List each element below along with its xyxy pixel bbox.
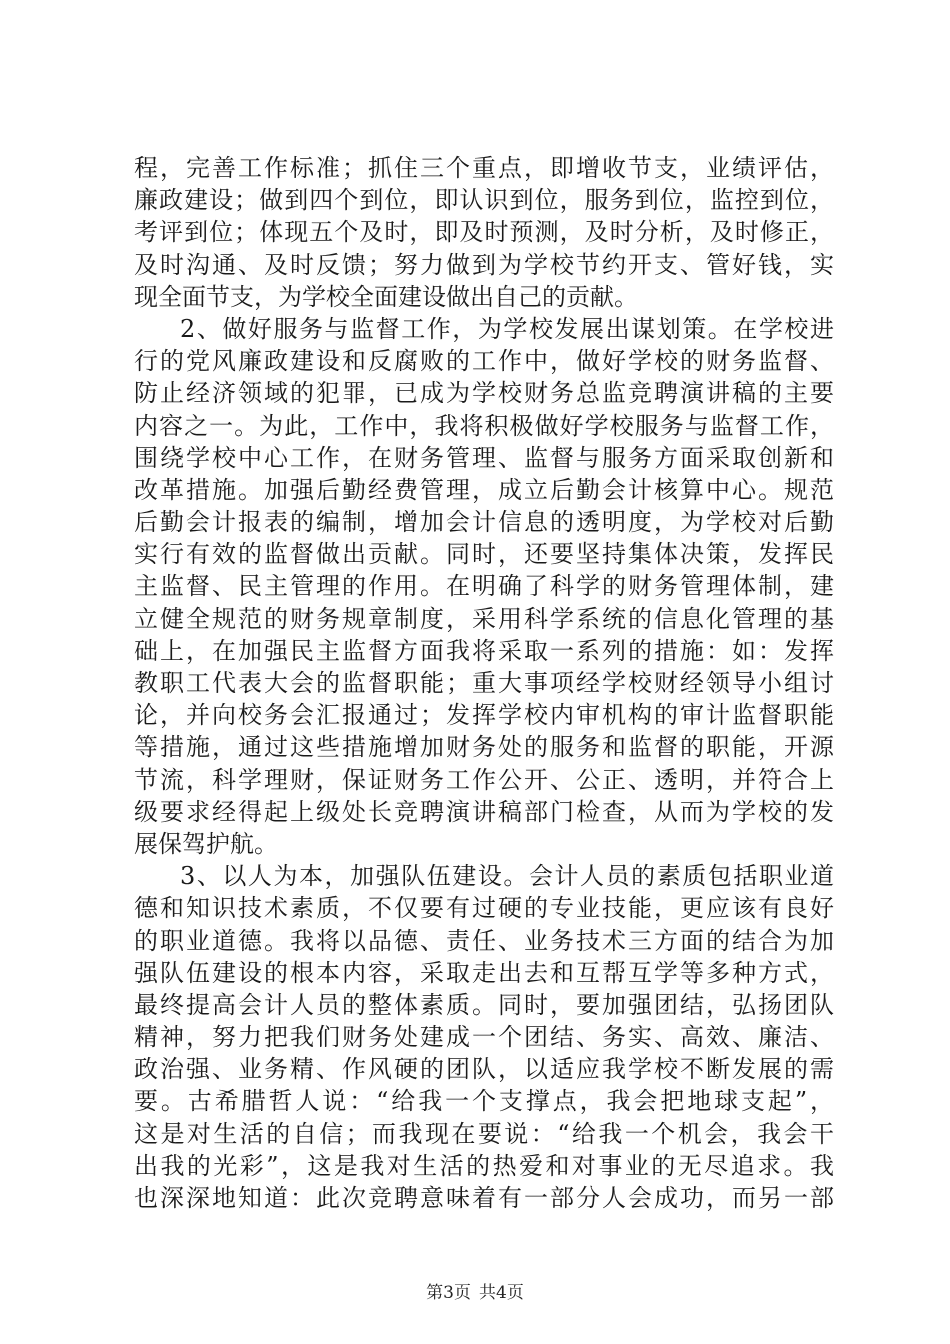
text-line: 教职工代表大会的监督职能；重大事项经学校财经领导小组讨 [134, 669, 834, 697]
text-line: 节流，科学理财，保证财务工作公开、公正、透明，并符合上 [134, 765, 834, 794]
text-line: 级要求经得起上级处长竞聘演讲稿部门检查，从而为学校的发 [134, 797, 834, 826]
text-line: 要。古希腊哲人说：“给我一个支撑点，我会把地球支起”， [134, 1087, 834, 1116]
text-line: 强队伍建设的根本内容，采取走出去和互帮互学等多种方式， [134, 958, 834, 987]
text-line: 展保驾护航。 [134, 829, 278, 858]
text-line: 立健全规范的财务规章制度，采用科学系统的信息化管理的基 [134, 604, 834, 633]
text-line: 础上，在加强民主监督方面我将采取一系列的措施：如：发挥 [134, 636, 834, 665]
text-line: 论，并向校务会汇报通过；发挥学校内审机构的审计监督职能 [134, 701, 834, 730]
page-footer [0, 1278, 950, 1303]
text-line: 廉政建设；做到四个到位，即认识到位，服务到位，监控到位， [134, 186, 834, 215]
text-line: 围绕学校中心工作，在财务管理、监督与服务方面采取创新和 [134, 443, 834, 472]
body-text [134, 152, 834, 1214]
text-line: 程，完善工作标准；抓住三个重点，即增收节支，业绩评估， [134, 154, 834, 182]
text-line: 等措施，通过这些措施增加财务处的服务和监督的职能，开源 [134, 733, 834, 762]
text-line: 改革措施。加强后勤经费管理，成立后勤会计核算中心。规范 [134, 475, 834, 504]
text-line: 行的党风廉政建设和反腐败的工作中，做好学校的财务监督、 [134, 347, 834, 376]
page-number: 第3页 [426, 1283, 471, 1303]
text-line: 政治强、业务精、作风硬的团队，以适应我学校不断发展的需 [134, 1055, 834, 1084]
paragraph-start-line: 2、做好服务与监督工作，为学校发展出谋划策。在学校进 [180, 314, 834, 343]
page-total: 共4页 [479, 1283, 524, 1303]
text-line: 这是对生活的自信；而我现在要说：“给我一个机会，我会干 [134, 1119, 834, 1148]
text-line: 内容之一。为此，工作中，我将积极做好学校服务与监督工作， [134, 411, 834, 440]
text-line: 出我的光彩”，这是我对生活的热爱和对事业的无尽追求。我 [134, 1151, 834, 1180]
text-line: 后勤会计报表的编制，增加会计信息的透明度，为学校对后勤 [134, 508, 834, 537]
text-line: 德和知识技术素质，不仅要有过硬的专业技能，更应该有良好 [134, 894, 834, 923]
text-line: 现全面节支，为学校全面建设做出自己的贡献。 [134, 282, 638, 311]
text-line: 也深深地知道：此次竞聘意味着有一部分人会成功，而另一部 [134, 1184, 834, 1212]
text-line: 防止经济领域的犯罪，已成为学校财务总监竞聘演讲稿的主要 [134, 379, 834, 408]
text-line: 实行有效的监督做出贡献。同时，还要坚持集体决策，发挥民 [134, 540, 834, 569]
text-line: 考评到位；体现五个及时，即及时预测，及时分析，及时修正， [134, 218, 834, 247]
text-line: 主监督、民主管理的作用。在明确了科学的财务管理体制，建 [134, 572, 834, 601]
text-line: 精神，努力把我们财务处建成一个团结、务实、高效、廉洁、 [134, 1023, 834, 1052]
text-line: 的职业道德。我将以品德、责任、业务技术三方面的结合为加 [134, 926, 834, 955]
text-line: 最终提高会计人员的整体素质。同时，要加强团结，弘扬团队 [134, 990, 834, 1019]
text-line: 及时沟通、及时反馈；努力做到为学校节约开支、管好钱，实 [134, 250, 834, 279]
paragraph-start-line: 3、以人为本，加强队伍建设。会计人员的素质包括职业道 [180, 862, 834, 891]
